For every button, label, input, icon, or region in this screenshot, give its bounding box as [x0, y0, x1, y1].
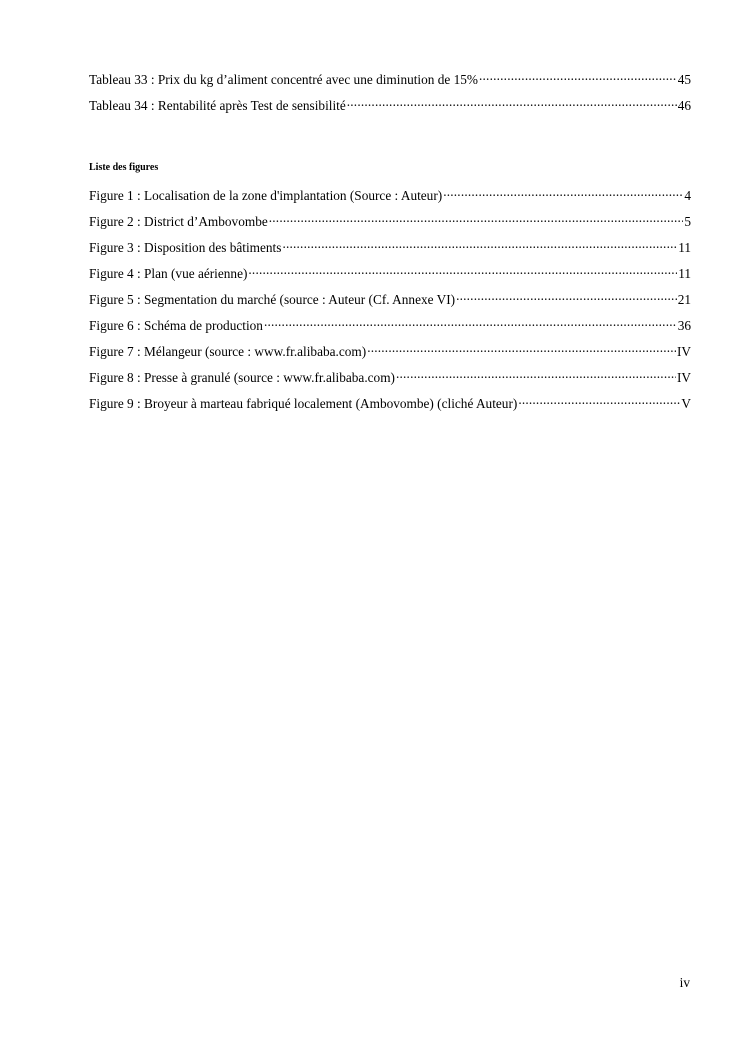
toc-entry-page: 21 — [677, 292, 691, 307]
toc-entry-label: Figure 9 : Broyeur à marteau fabriqué localement (Ambovombe) (cliché Auteur) — [89, 396, 518, 411]
page-number: iv — [679, 975, 690, 990]
toc-entry-page: 11 — [678, 266, 691, 281]
toc-entry-page: 11 — [678, 240, 691, 255]
toc-entry-figure-3[interactable] — [89, 238, 691, 264]
dot-leader — [264, 316, 677, 330]
toc-entry-figure-1[interactable] — [89, 186, 691, 212]
toc-entry-figure-4[interactable] — [89, 264, 691, 290]
toc-entry-label: Figure 3 : Disposition des bâtiments — [89, 240, 282, 255]
dot-leader — [443, 186, 683, 200]
dot-leader — [396, 368, 676, 382]
dot-leader — [456, 290, 677, 304]
toc-entry-page: V — [681, 396, 691, 411]
toc-entry-page: 45 — [677, 72, 691, 87]
toc-entry-page: 5 — [684, 214, 691, 229]
toc-entry-page: IV — [676, 344, 691, 359]
list-of-figures — [89, 186, 691, 420]
toc-entry-figure-2[interactable] — [89, 212, 691, 238]
toc-entry-figure-7[interactable] — [89, 342, 691, 368]
toc-entry-figure-8[interactable] — [89, 368, 691, 394]
toc-entry-label: Figure 1 : Localisation de la zone d'implantation (Source : Auteur) — [89, 188, 443, 203]
toc-entry-figure-9[interactable] — [89, 394, 691, 420]
toc-entry-label: Figure 2 : District d’Ambovombe — [89, 214, 268, 229]
toc-entry-figure-6[interactable] — [89, 316, 691, 342]
dot-leader — [479, 70, 677, 84]
toc-entry-label: Figure 7 : Mélangeur (source : www.fr.alibaba.com) — [89, 344, 367, 359]
figures-section-heading: Liste des figures — [89, 162, 159, 173]
list-of-tables — [89, 70, 691, 122]
dot-leader — [367, 342, 676, 356]
dot-leader — [347, 96, 677, 110]
toc-entry-label: Figure 5 : Segmentation du marché (source : Auteur (Cf. Annexe VI) — [89, 292, 456, 307]
toc-entry-page: IV — [676, 370, 691, 385]
dot-leader — [248, 264, 677, 278]
toc-entry-label: Tableau 34 : Rentabilité après Test de sensibilité — [89, 98, 346, 113]
dot-leader — [282, 238, 677, 252]
toc-entry-page: 36 — [677, 318, 691, 333]
toc-entry-label: Figure 4 : Plan (vue aérienne) — [89, 266, 248, 281]
toc-entry-table-33[interactable] — [89, 70, 691, 96]
toc-entry-figure-5[interactable] — [89, 290, 691, 316]
toc-entry-page: 46 — [677, 98, 691, 113]
toc-entry-label: Figure 8 : Presse à granulé (source : www.fr.alibaba.com) — [89, 370, 395, 385]
dot-leader — [518, 394, 680, 408]
toc-entry-page: 4 — [684, 188, 691, 203]
toc-entry-label: Tableau 33 : Prix du kg d’aliment concentré avec une diminution de 15% — [89, 72, 478, 87]
toc-entry-label: Figure 6 : Schéma de production — [89, 318, 263, 333]
toc-entry-table-34[interactable] — [89, 96, 691, 122]
dot-leader — [269, 212, 684, 226]
